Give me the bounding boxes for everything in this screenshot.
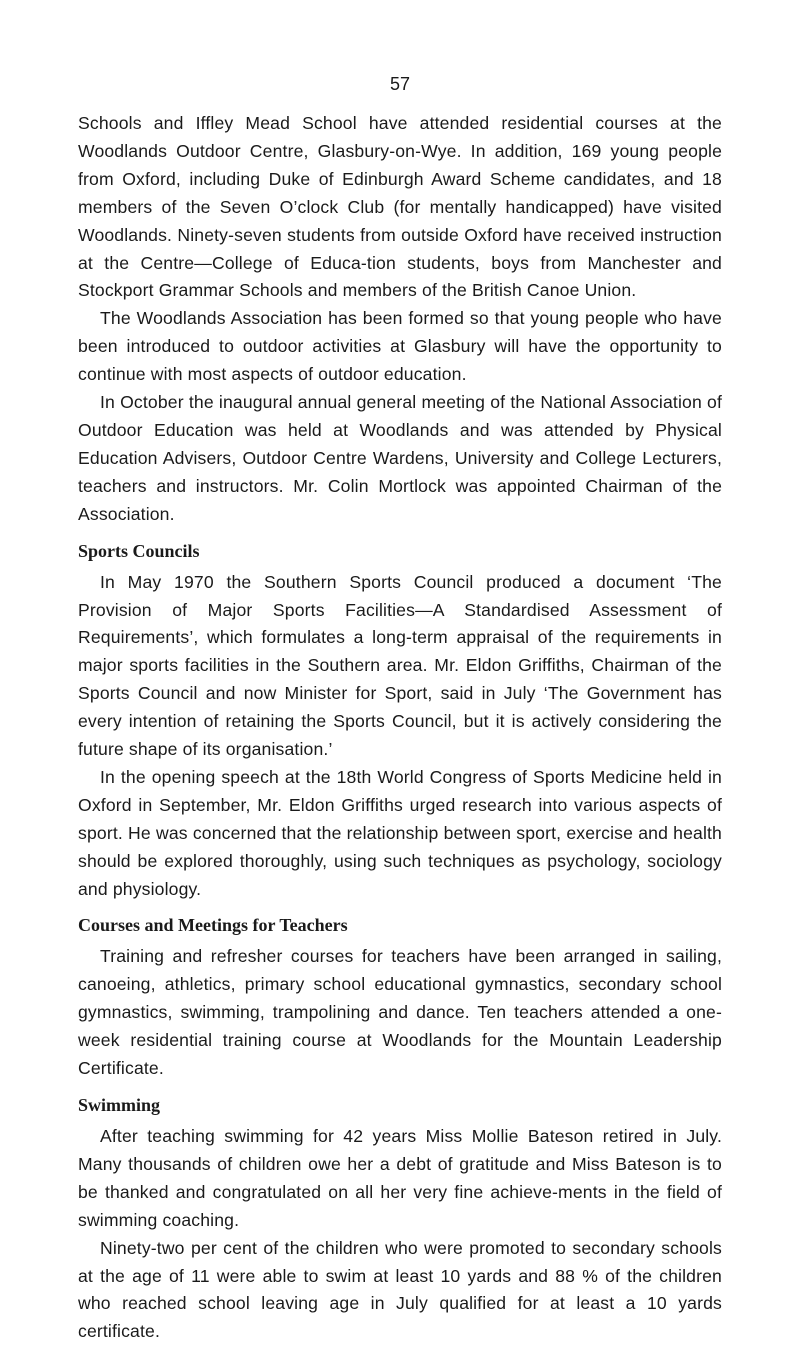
paragraph: In the opening speech at the 18th World Congress of Sports Medicine held in Oxford in September, Mr. Eldon Griffiths urged research into various aspects of sport. He was concerned that the relationship between sport, exercise and health should be explored thoroughly, using such techniques as psychology, sociology and physiology.	[78, 766, 722, 899]
paragraph: After teaching swimming for 42 years Miss Mollie Bateson retired in July. Many thousands of children owe her a debt of gratitude and Miss Bateson is to be thanked and congratulated on all her very fine achieve-ments in the field of swimming coaching.	[78, 1126, 722, 1230]
paragraph: In October the inaugural annual general meeting of the National Association of Outdoor Education was held at Woodlands and was attended by Physical Education Advisers, Outdoor Centre Wardens, University and College Lecturers, teachers and instructors. Mr. Colin Mortlock was appointed Chairman of the Association.	[78, 392, 722, 524]
section-heading-sports-councils: Sports Councils	[78, 540, 200, 561]
section-heading-swimming: Swimming	[78, 1095, 161, 1115]
paragraph: Ninety-two per cent of the children who were promoted to secondary schools at the age of 11 were able to swim at least 10 yards and 88 % of the children who reached school leaving age in July qualified for at least a 10 yards certificate.	[78, 1237, 722, 1342]
paragraph: The Woodlands Association has been formed so that young people who have been introduced to outdoor activities at Glasbury will have the opportunity to continue with most aspects of outdoor education.	[78, 308, 722, 385]
paragraph: Training and refresher courses for teachers have been arranged in sailing, canoeing, athletics, primary school educational gymnastics, secondary school gymnastics, swimming, trampolining and dance. Ten teachers attended a one-week residential training course at Woodlands for the Mountain Leadership Certificate.	[78, 946, 722, 1079]
page-number: 57	[389, 74, 411, 94]
paragraph: Schools and Iffley Mead School have attended residential courses at the Woodlands Outdoor Centre, Glasbury-on-Wye. In addition, 169 young people from Oxford, including Duke of Edinburgh Award Scheme candidates, and 18 members of the Seven O’clock Club (for mentally handicapped) have visited Woodlands. Ninety-seven students from outside Oxford have received instruction at the Centre—College of Educa-tion students, boys from Manchester and Stockport Grammar Schools and members of the British Canoe Union.	[78, 113, 722, 301]
paragraph: In May 1970 the Southern Sports Council produced a document ‘The Provision of Major Sports Facilities—A Standardised Assessment of Requirements’, which formulates a long-term appraisal of the requirements in major sports facilities in the Southern area. Mr. Eldon Griffiths, Chairman of the Sports Council and now Minister for Sport, said in July ‘The Government has every intention of retaining the Sports Council, but it is actively considering the future shape of its organisation.’	[78, 571, 722, 760]
page-body	[78, 110, 722, 1346]
section-heading-courses-meetings: Courses and Meetings for Teachers	[78, 915, 348, 936]
